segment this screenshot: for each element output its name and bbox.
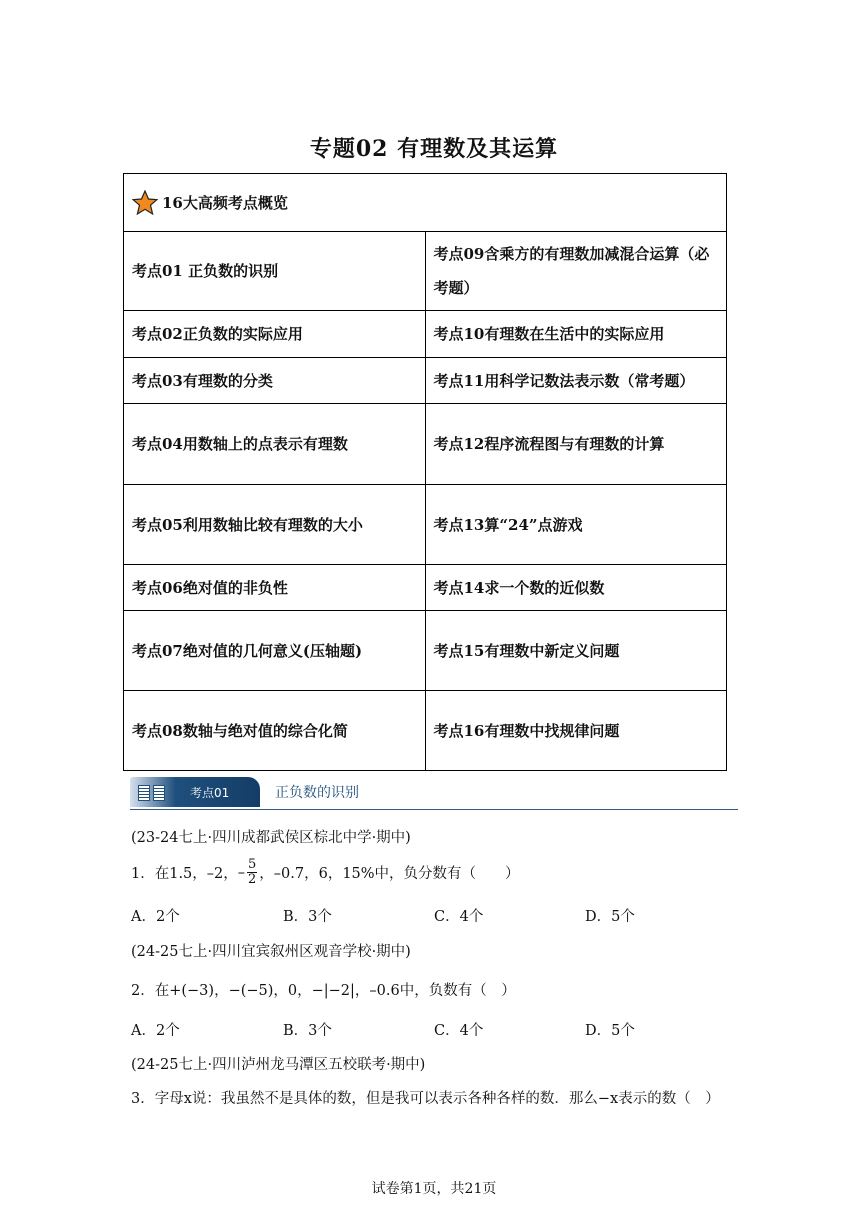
star-icon: [132, 190, 158, 216]
section-tag-label: 考点01: [190, 786, 230, 800]
kaodian-06: 考点06绝对值的非负性: [124, 565, 426, 611]
kaodian-11: 考点11用科学记数法表示数（常考题）: [425, 358, 727, 404]
fraction-numerator: 5: [248, 857, 257, 872]
question-1-source: (23-24七上·四川成都武侯区棕北中学·期中): [131, 830, 411, 846]
question-2-source: (24-25七上·四川宜宾叙州区观音学校·期中): [131, 944, 411, 960]
kaodian-13: 考点13算“24”点游戏: [425, 485, 727, 565]
question-2-option-a: A．2个: [131, 1023, 180, 1039]
kaodian-16: 考点16有理数中找规律问题: [425, 691, 727, 771]
kaodian-14: 考点14求一个数的近似数: [425, 565, 727, 611]
question-1-option-a: A．2个: [131, 909, 180, 925]
question-1-fraction-sign: –: [237, 864, 246, 881]
section-title: 正负数的识别: [275, 785, 359, 801]
question-1-option-b: B．3个: [283, 909, 332, 925]
question-3-source: (24-25七上·四川泸州龙马潭区五校联考·期中): [131, 1057, 426, 1073]
overview-header: [124, 174, 727, 232]
question-1-stem-pre: 1．在1.5，–2，: [131, 866, 238, 882]
kaodian-01: 考点01 正负数的识别: [124, 232, 426, 311]
kaodian-15: 考点15有理数中新定义问题: [425, 611, 727, 691]
kaodian-03: 考点03有理数的分类: [124, 358, 426, 404]
kaodian-12: 考点12程序流程图与有理数的计算: [425, 404, 727, 485]
question-2-option-b: B．3个: [283, 1023, 332, 1039]
question-1-fraction: [247, 858, 257, 887]
question-1-option-d: D．5个: [585, 909, 635, 925]
kaodian-09: 考点09含乘方的有理数加减混合运算（必考题）: [425, 232, 727, 311]
question-1-option-c: C．4个: [434, 909, 484, 925]
kaodian-10: 考点10有理数在生活中的实际应用: [425, 311, 727, 358]
question-3-stem: 3．字母x说：我虽然不是具体的数，但是我可以表示各种各样的数．那么−x表示的数（ ）: [131, 1091, 720, 1107]
question-1-stem-post: ，–0.7，6，15%中，负分数有（ ）: [259, 866, 520, 882]
question-1-stem: [131, 858, 520, 887]
question-2-option-c: C．4个: [434, 1023, 484, 1039]
page-title: 专题02 有理数及其运算: [309, 136, 559, 162]
kaodian-08: 考点08数轴与绝对值的综合化简: [124, 691, 426, 771]
fraction-denominator: 2: [248, 872, 257, 887]
book-icon: [138, 785, 166, 801]
section-underline: [130, 809, 738, 810]
page-footer: 试卷第1页，共21页: [371, 1181, 497, 1197]
question-2-option-d: D．5个: [585, 1023, 635, 1039]
section-banner: [130, 777, 738, 811]
overview-header-label: 16大高频考点概览: [162, 193, 288, 212]
kaodian-07: 考点07绝对值的几何意义(压轴题): [124, 611, 426, 691]
section-tag: [130, 777, 260, 807]
kaodian-04: 考点04用数轴上的点表示有理数: [124, 404, 426, 485]
kaodian-05: 考点05利用数轴比较有理数的大小: [124, 485, 426, 565]
overview-table: [123, 173, 727, 771]
question-2-stem: 2．在+(−3)，−(−5)，0，−|−2|，–0.6中，负数有（ ）: [131, 983, 516, 999]
kaodian-02: 考点02正负数的实际应用: [124, 311, 426, 358]
